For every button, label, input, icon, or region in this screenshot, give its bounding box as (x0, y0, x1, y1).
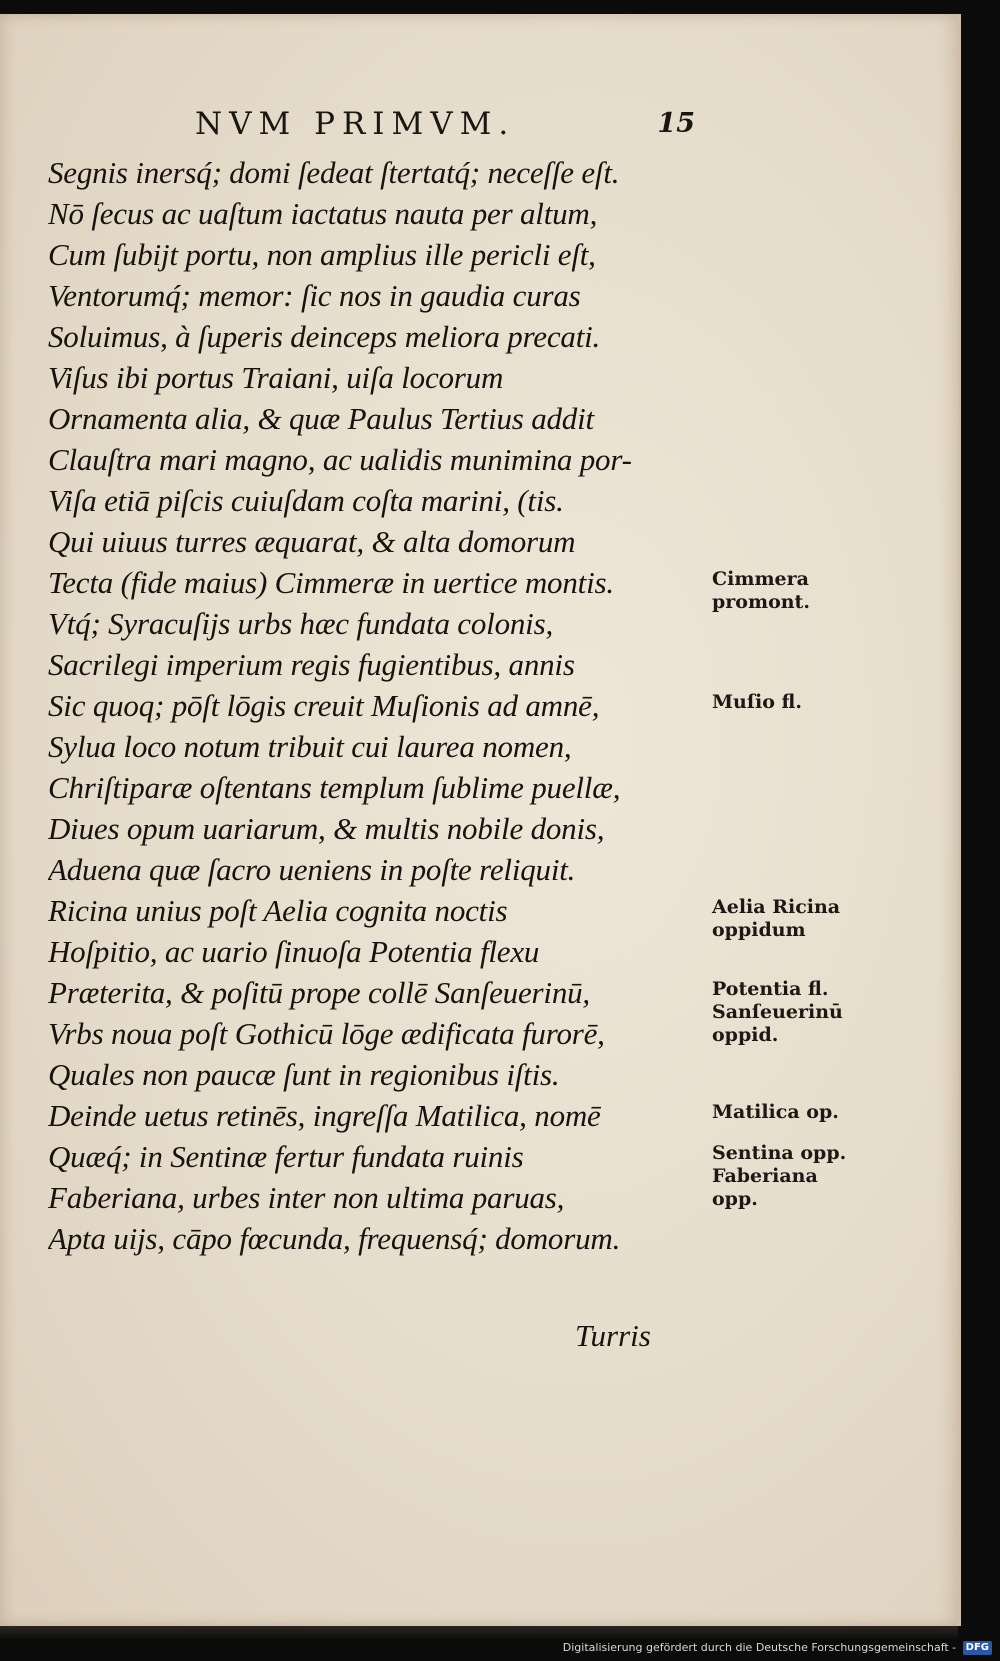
marginal-note: Potentia fl. (712, 978, 829, 1000)
verse-line: Ventorumq́; memor: ſic nos in gaudia curas (48, 278, 581, 313)
verse-line: Segnis inersq́; domi ſedeat ſtertatq́; neceſſe eſt. (48, 155, 620, 190)
verse-line: Vtq́; Syracuſijs urbs hæc fundata colonis, (48, 606, 553, 641)
verse-line: Ricina unius poſt Aelia cognita noctis (48, 893, 508, 928)
book-page (0, 14, 961, 1626)
marginal-notes (712, 14, 862, 1626)
verse-line: Deinde uetus retinēs, ingreſſa Matilica, nomē (48, 1098, 601, 1133)
verse-line: Tecta (fide maius) Cimmeræ in uertice montis. (48, 565, 614, 600)
verse-line: Cum ſubijt portu, non amplius ille pericli eſt, (48, 237, 596, 272)
marginal-note: Faberiana (712, 1165, 818, 1187)
marginal-note: Sentina opp. (712, 1142, 847, 1164)
verse-line: Diues opum uariarum, & multis nobile donis, (48, 811, 605, 846)
marginal-note: oppidum (712, 919, 806, 941)
marginal-note: Sanſeuerinū (712, 1001, 843, 1023)
verse-line: Quæq́; in Sentinæ fertur fundata ruinis (48, 1139, 524, 1174)
dfg-logo-icon: DFG (963, 1641, 992, 1655)
marginal-note: promont. (712, 591, 810, 613)
verse-line: Apta uijs, cāpo fœcunda, frequensq́; domorum. (48, 1221, 621, 1256)
verse-line: Viſa etiā piſcis cuiuſdam coſta marini, (tis. (48, 483, 564, 518)
page-number: 15 (657, 108, 695, 139)
verse-line: Sic quoq; pōſt lōgis creuit Muſionis ad amnē, (48, 688, 600, 723)
verse-line: Viſus ibi portus Traiani, uiſa locorum (48, 360, 504, 395)
verse-line: Faberiana, urbes inter non ultima paruas, (48, 1180, 565, 1215)
scan-edge (0, 1626, 958, 1640)
verse-line: Hoſpitio, ac uario ſinuoſa Potentia flexu (48, 934, 540, 969)
page-header (195, 106, 695, 152)
marginal-note: Aelia Ricina (712, 896, 841, 918)
verse-text (48, 152, 708, 1259)
marginal-note: Cimmera (712, 568, 809, 590)
marginal-note: opp. (712, 1188, 758, 1210)
catchword: Turris (575, 1318, 651, 1353)
marginal-note: Matilica op. (712, 1101, 839, 1123)
verse-line: Nō ſecus ac uaſtum iactatus nauta per altum, (48, 196, 598, 231)
verse-line: Chriſtiparæ oſtentans templum ſublime puellæ, (48, 770, 621, 805)
verse-line: Qui uiuus turres æquarat, & alta domorum (48, 524, 576, 559)
verse-line: Soluimus, à ſuperis deinceps meliora precati. (48, 319, 601, 354)
verse-line: Vrbs noua poſt Gothicū lōge ædificata furorē, (48, 1016, 605, 1051)
marginal-note: oppid. (712, 1024, 779, 1046)
credit-text: Digitalisierung gefördert durch die Deutsche Forschungsgemeinschaft - (562, 1641, 957, 1654)
marginal-note: Muſio fl. (712, 691, 802, 713)
verse-line: Quales non paucæ ſunt in regionibus iſtis. (48, 1057, 560, 1092)
verse-line: Sacrilegi imperium regis fugientibus, annis (48, 647, 575, 682)
verse-line: Sylua loco notum tribuit cui laurea nomen, (48, 729, 572, 764)
digitization-credit (563, 1639, 992, 1657)
verse-line: Clauſtra mari magno, ac ualidis munimina por- (48, 442, 632, 477)
running-head: NVM PRIMVM. (195, 106, 516, 142)
verse-line: Aduena quæ ſacro ueniens in poſte reliquit. (48, 852, 576, 887)
verse-line: Ornamenta alia, & quæ Paulus Tertius addit (48, 401, 594, 436)
verse-line: Præterita, & poſitū prope collē Sanſeuerinū, (48, 975, 590, 1010)
